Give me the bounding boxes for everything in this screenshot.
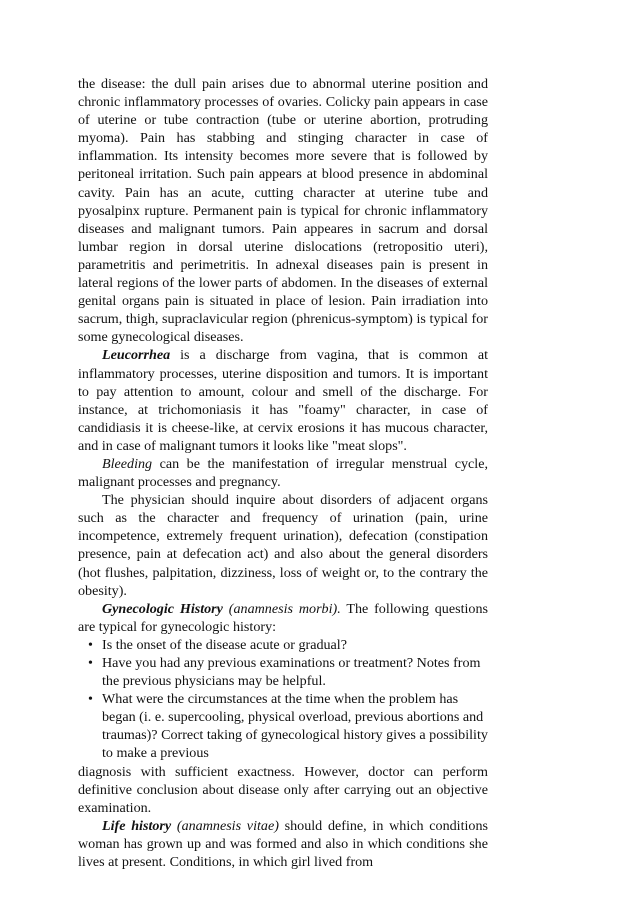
history-questions-list [78,636,488,763]
list-item: • What were the circumstances at the time when the problem has began (i. e. supercooling, physical overload, previous abortions and traumas)? Correct taking of gynecological history gives a possibility to make a previous [88,690,488,762]
bleeding-text: can be the manifestation of irregular menstrual cycle, malignant processes and pregnancy. [78,455,488,491]
paragraph-bleeding [78,455,488,491]
paragraph-leucorrhea [78,346,488,455]
paragraph-diagnosis: diagnosis with sufficient exactness. However, doctor can perform definitive conclusion about disease only after carrying out an objective examination. [78,763,488,816]
term-life-history: Life history [102,817,172,834]
paragraph-life-history [78,817,488,871]
paragraph-pain: the disease: the dull pain arises due to abnormal uterine position and chronic inflammatory processes of ovaries. Colicky pain appears in case of uterine or tube contraction (tube or uterine abortion, protruding myoma). Pain has stabbing and stinging character in case of inflammation. Its intensity becomes more severe that is followed by peritoneal irritation. Such pain appears at blood presence in abdominal cavity. Pain has an acute, cutting character at uterine tube and pyosalpinx rupture. Permanent pain is typical for chronic inflammatory diseases and malignant tumors. Pain appeares in sacrum and dorsal lumbar region in dorsal uterine dislocations (retropositio uteri), parametritis and perimetritis. In adnexal diseases pain is present in lateral regions of the lower parts of abdomen. In the diseases of external genital organs pain is situated in place of lesion. Pain irradiation into sacrum, thigh, supraclavicular region (phrenicus-symptom) is typical for some gynecological diseases. [78,76,488,346]
document-page [78,75,488,871]
term-anamnesis-vitae: (anamnesis vitae) [171,817,279,834]
leucorrhea-text: is a discharge from vagina, that is common at inflammatory processes, uterine disposition and tumors. It is important to pay attention to amount, colour and smell of the discharge. For instance, at trichomoniasis it has "foamy" character, in case of candidiasis it is cheese-like, at cervix erosions it has mucous character, and in case of malignant tumors it looks like "meat slops". [78,347,488,454]
gynecologic-history-text: The following questions are typical for gynecologic history: [78,600,488,635]
term-bleeding: Bleeding [102,455,153,472]
life-history-text: should define, in which conditions woman has grown up and was formed and also in which conditions she lives at present. Conditions, in which girl lived from [78,817,488,871]
term-gynecologic-history: Gynecologic History [102,600,223,617]
paragraph-adjacent-organs: The physician should inquire about disorders of adjacent organs such as the character and frequency of urination (pain, urine incompetence, extremely frequent urination), defecation (constipation presence, pain at defecation act) and also about the general disorders (hot flushes, palpitation, dizziness, loss of weight or, to the contrary the obesity). [78,492,488,599]
paragraph-gynecologic-history [78,600,488,636]
term-leucorrhea: Leucorrhea [102,347,171,364]
list-item: • Is the onset of the disease acute or gradual? [88,636,488,654]
list-item: • Have you had any previous examinations or treatment? Notes from the previous physicians may be helpful. [88,654,488,690]
term-anamnesis-morbi: (anamnesis morbi). [222,600,341,617]
